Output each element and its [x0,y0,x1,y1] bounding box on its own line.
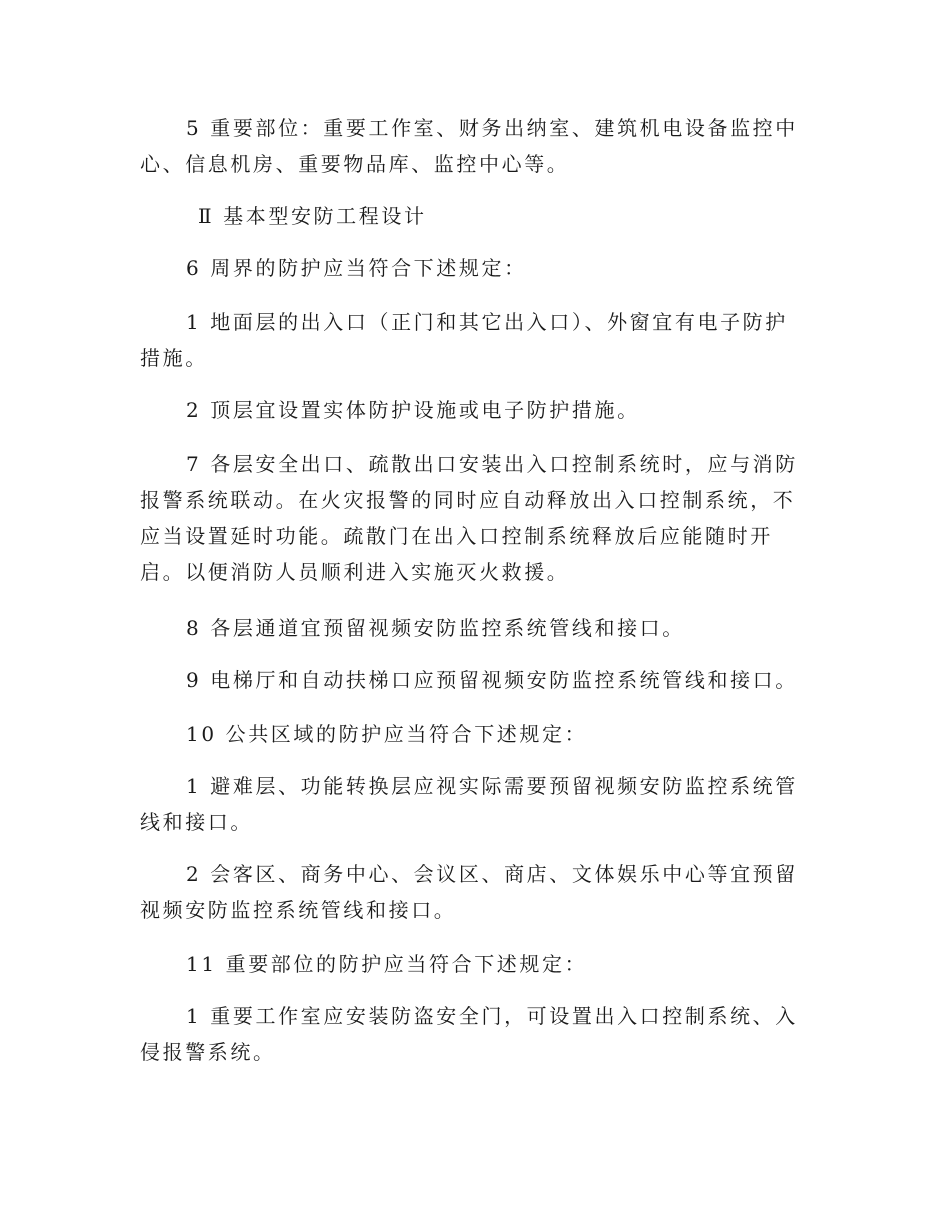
clause-7-exits: 7 各层安全出口、疏散出口安装出入口控制系统时，应与消防报警系统联动。在火灾报警的同时应自动释放出入口控制系统，不应当设置延时功能。疏散门在出入口控制系统释放后应能随时开启。以便消防人员顺利进入实施灭火救援。 [140,452,798,584]
clause-8-corridors: 8 各层通道宜预留视频安防监控系统管线和接口。 [186,616,685,640]
clause-11-important-areas: 11 重要部位的防护应当符合下述规定： [186,952,588,976]
clause-6-item-2: 2 顶层宜设置实体防护设施或电子防护措施。 [186,398,640,422]
section-heading-basic-design: Ⅱ 基本型安防工程设计 [198,204,427,228]
clause-10-item-2: 2 会客区、商务中心、会议区、商店、文体娱乐中心等宜预留视频安防监控系统管线和接口。 [140,862,798,922]
clause-6-item-1: 1 地面层的出入口（正门和其它出入口）、外窗宜有电子防护措施。 [140,310,788,370]
clause-10-public-areas: 10 公共区域的防护应当符合下述规定： [186,722,588,746]
clause-11-item-1: 1 重要工作室应安装防盗安全门，可设置出入口控制系统、入侵报警系统。 [140,1004,798,1064]
clause-10-item-1: 1 避难层、功能转换层应视实际需要预留视频安防监控系统管线和接口。 [140,774,798,834]
clause-6-perimeter: 6 周界的防护应当符合下述规定： [186,256,527,280]
clause-9-elevators: 9 电梯厅和自动扶梯口应预留视频安防监控系统管线和接口。 [186,668,798,692]
clause-5-important-areas: 5 重要部位：重要工作室、财务出纳室、建筑机电设备监控中心、信息机房、重要物品库、监控中心等。 [140,116,798,176]
